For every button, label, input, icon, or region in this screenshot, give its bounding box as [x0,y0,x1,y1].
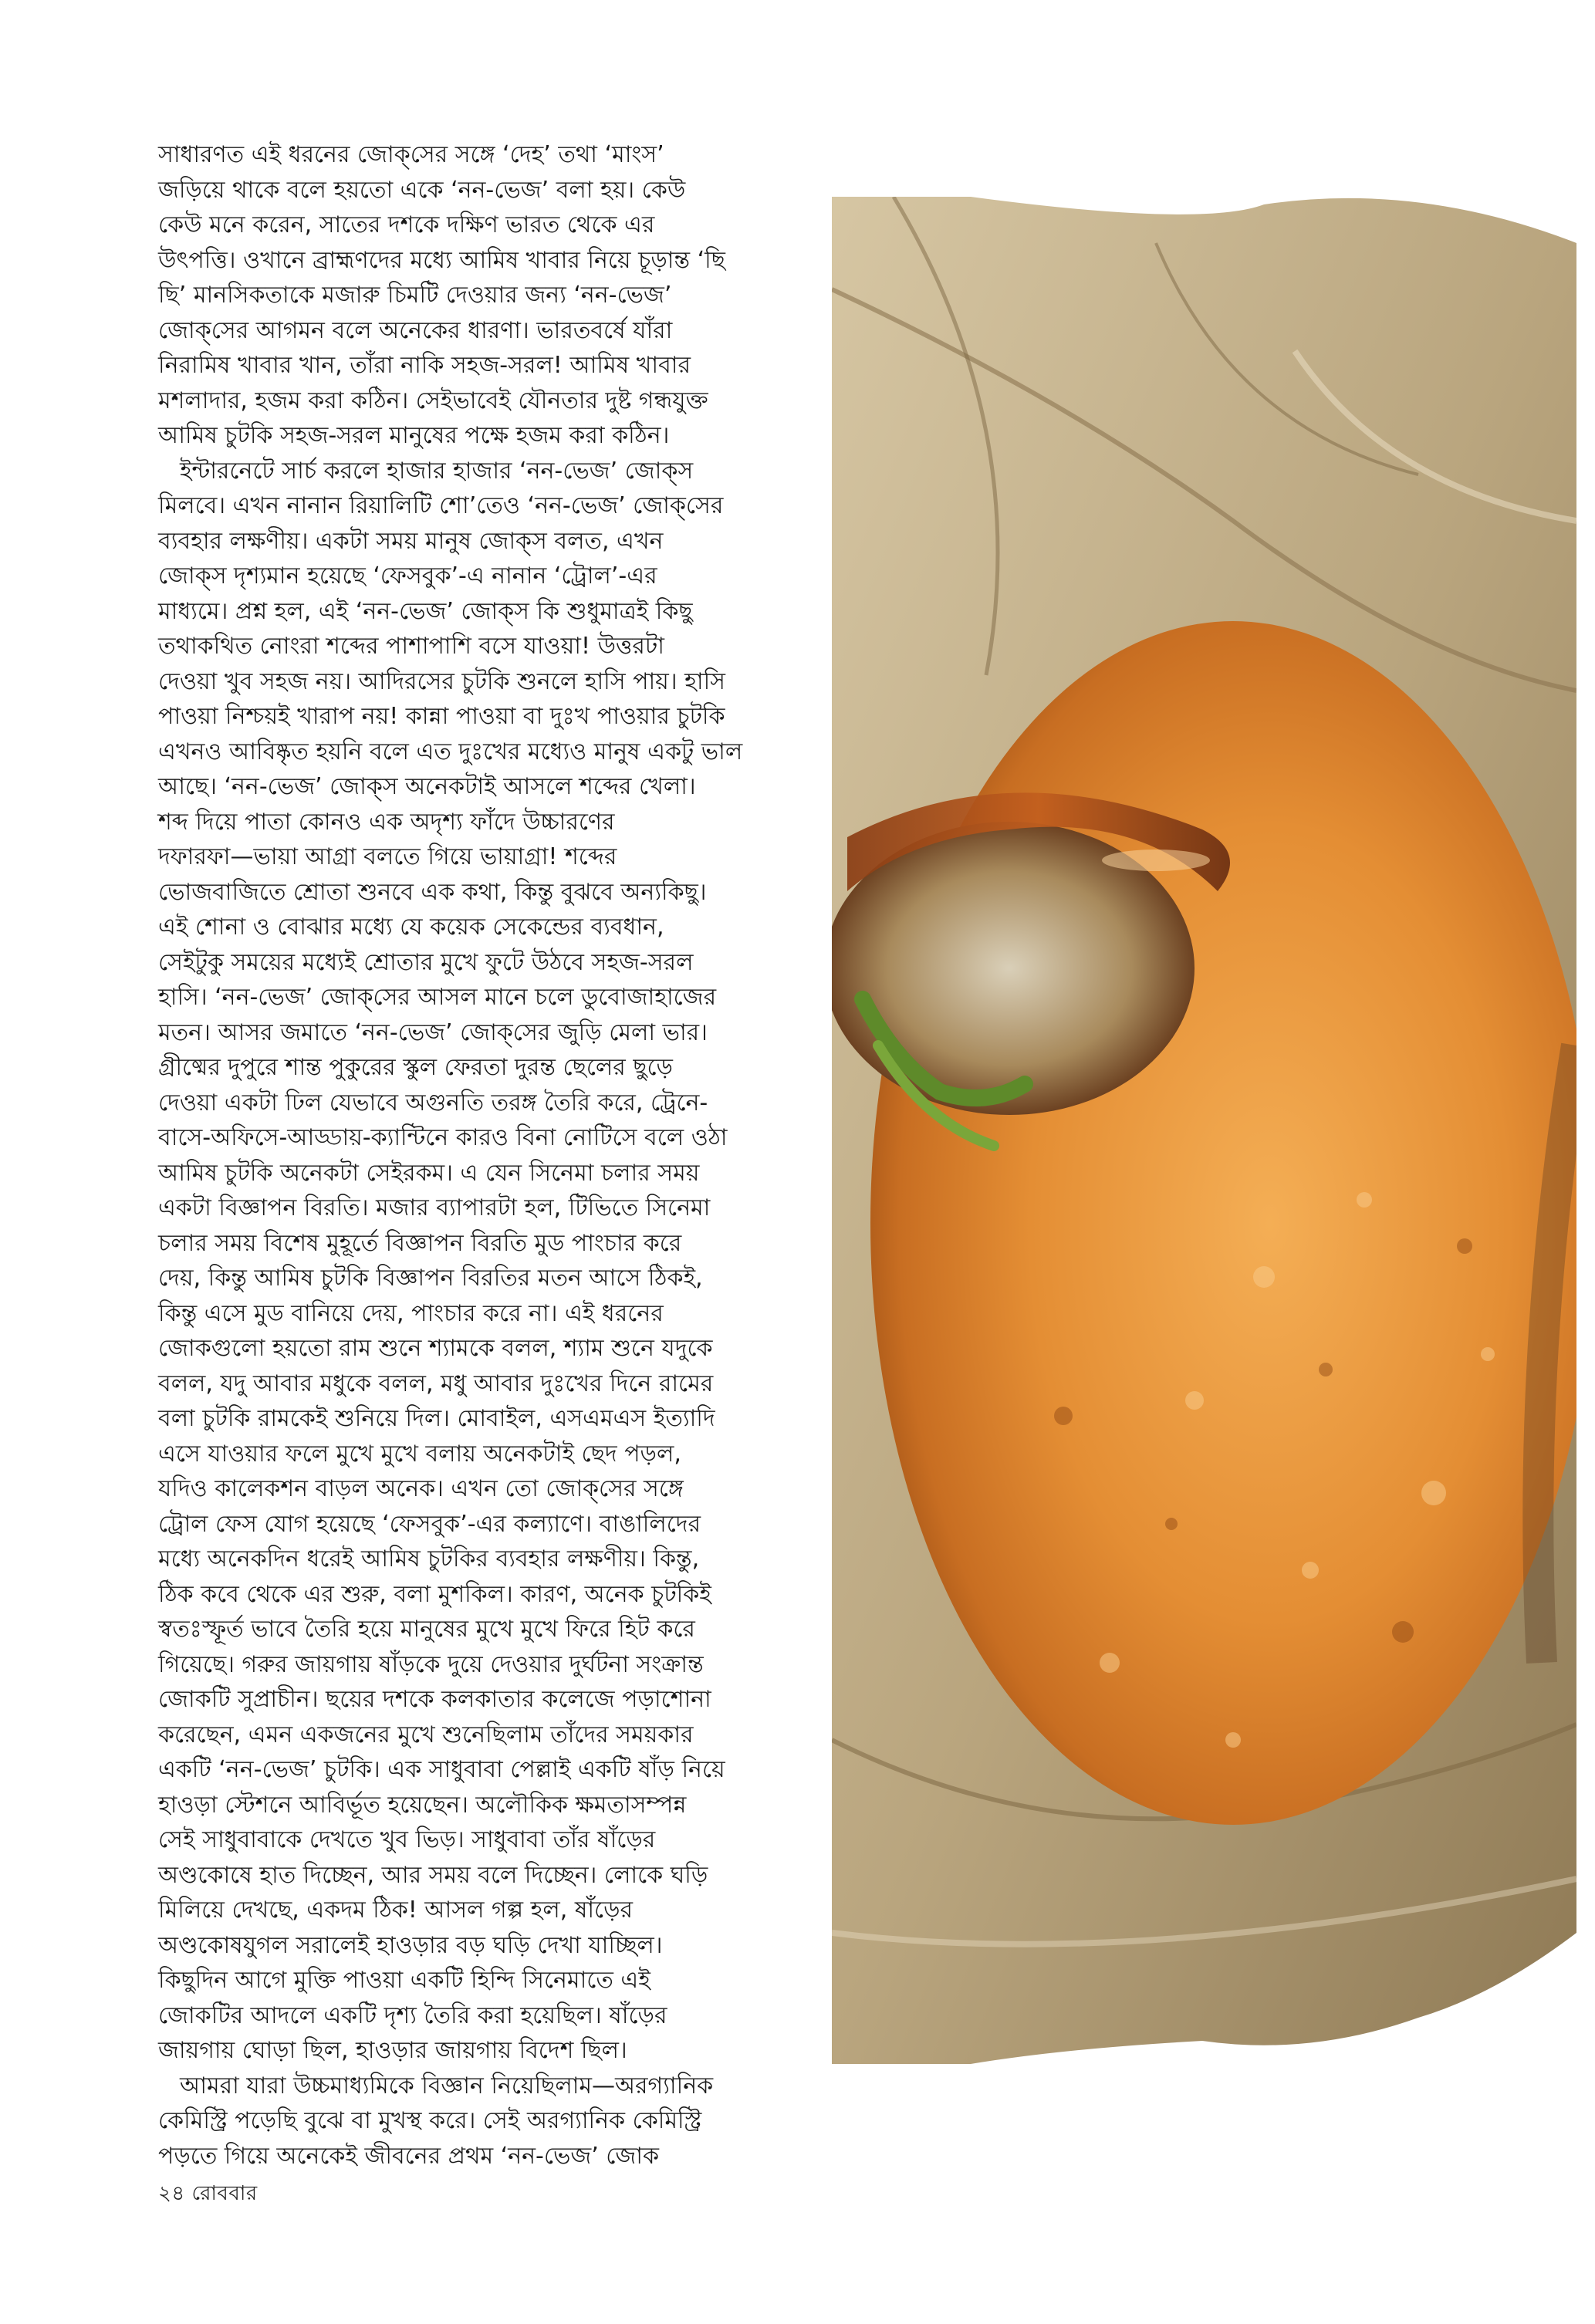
text-line: শব্দ দিয়ে পাতা কোনও এক অদৃশ্য ফাঁদে উচ্চারণের [158,808,615,836]
text-line: জোকটি সুপ্রাচীন। ছয়ের দশকে কলকাতার কলেজে পড়াশোনা [158,1686,711,1713]
text-line: আমিষ চুটকি অনেকটা সেইরকম। এ যেন সিনেমা চলার সময় [158,1159,700,1187]
text-line: ট্রোল ফেস যোগ হয়েছে ‘ফেসবুক’-এর কল্যাণে। বাঙালিদের [158,1510,701,1538]
text-line: একটা বিজ্ঞাপন বিরতি। মজার ব্যাপারটা হল, টিভিতে সিনেমা [158,1194,711,1221]
text-line: জোক্‌সের আগমন বলে অনেকের ধারণা। ভারতবর্ষে যাঁরা [158,316,673,344]
text-line: তথাকথিত নোংরা শব্দের পাশাপাশি বসে যাওয়া! উত্তরটা [158,633,664,660]
text-line: উৎপত্তি। ওখানে ব্রাহ্মণদের মধ্যে আমিষ খাবার নিয়ে চূড়ান্ত ‘ছি [158,246,725,274]
text-line: পাওয়া নিশ্চয়ই খারাপ নয়! কান্না পাওয়া বা দুঃখ পাওয়ার চুটকি [158,703,725,730]
text-line: কেউ মনে করেন, সাতের দশকে দক্ষিণ ভারত থেকে এর [158,211,655,238]
article-paragraph [158,2069,762,2174]
text-line: গ্রীষ্মের দুপুরে শান্ত পুকুরের স্কুল ফেরতা দুরন্ত ছেলের ছুড়ে [158,1054,673,1081]
text-line: মধ্যে অনেকদিন ধরেই আমিষ চুটকির ব্যবহার লক্ষণীয়। কিন্তু, [158,1545,700,1572]
text-line: দেওয়া খুব সহজ নয়। আদিরসের চুটকি শুনলে হাসি পায়। হাসি [158,667,725,695]
text-line: বাসে-অফিসে-আড্ডায়-ক্যান্টিনে কারও বিনা নোটিসে বলে ওঠা [158,1124,728,1151]
text-line: ভোজবাজিতে শ্রোতা শুনবে এক কথা, কিন্তু বুঝবে অন্যকিছু। [158,878,707,906]
text-line: মশলাদার, হজম করা কঠিন। সেইভাবেই যৌনতার দুষ্ট গন্ধযুক্ত [158,387,708,414]
text-line: নিরামিষ খাবার খান, তাঁরা নাকি সহজ-সরল! আমিষ খাবার [158,352,691,379]
text-line: ইন্টারনেটে সার্চ করলে হাজার হাজার ‘নন-ভেজ’ জোক্‌স [180,457,694,485]
text-line: অণ্ডকোষে হাত দিচ্ছেন, আর সময় বলে দিচ্ছেন। লোকে ঘড়ি [158,1861,708,1889]
text-line: হাসি। ‘নন-ভেজ’ জোক্‌সের আসল মানে চলে ডুবোজাহাজের [158,984,717,1011]
article-paragraph [158,454,762,2069]
text-line: মাধ্যমে। প্রশ্ন হল, এই ‘নন-ভেজ’ জোক্‌স কি শুধুমাত্রই কিছু [158,597,693,625]
page-folio: ২৪ রোববার [158,2182,258,2205]
text-line: জোকগুলো হয়তো রাম শুনে শ্যামকে বলল, শ্যাম শুনে যদুকে [158,1335,713,1362]
food-photo-illustration [832,197,1576,2064]
text-line: সেই সাধুবাবাকে দেখতে খুব ভিড়। সাধুবাবা তাঁর ষাঁড়ের [158,1826,656,1853]
text-line: ব্যবহার লক্ষণীয়। একটা সময় মানুষ জোক্‌স বলত, এখন [158,527,664,555]
article-paragraph [158,137,762,454]
article-body [158,137,762,2174]
text-line: কিছুদিন আগে মুক্তি পাওয়া একটি হিন্দি সিনেমাতে এই [158,1967,651,1994]
text-line: ঠিক কবে থেকে এর শুরু, বলা মুশকিল। কারণ, অনেক চুটকিই [158,1580,711,1608]
text-line: এসে যাওয়ার ফলে মুখে মুখে বলায় অনেকটাই ছেদ পড়ল, [158,1440,681,1468]
text-line: স্বতঃস্ফূর্ত ভাবে তৈরি হয়ে মানুষের মুখে মুখে ফিরে হিট করে [158,1616,695,1643]
text-line: যদিও কালেকশন বাড়ল অনেক। এখন তো জোক্‌সের সঙ্গে [158,1475,684,1502]
text-line: জায়গায় ঘোড়া ছিল, হাওড়ার জায়গায় বিদেশ ছিল। [158,2037,627,2064]
text-line: সেইটুকু সময়ের মধ্যেই শ্রোতার মুখে ফুটে উঠবে সহজ-সরল [158,948,694,976]
text-line: সাধারণত এই ধরনের জোক্‌সের সঙ্গে ‘দেহ’ তথা ‘মাংস’ [158,141,664,168]
text-line: জড়িয়ে থাকে বলে হয়তো একে ‘নন-ভেজ’ বলা হয়। কেউ [158,176,686,204]
text-line: মিলিয়ে দেখছে, একদম ঠিক! আসল গল্প হল, ষাঁড়ের [158,1897,634,1924]
text-line: অণ্ডকোষযুগল সরালেই হাওড়ার বড় ঘড়ি দেখা যাচ্ছিল। [158,1931,663,1959]
text-line: কেমিস্ট্রি পড়েছি বুঝে বা মুখস্থ করে। সেই অরগ্যানিক কেমিস্ট্রি [158,2107,702,2134]
text-line: পড়তে গিয়ে অনেকেই জীবনের প্রথম ‘নন-ভেজ’ জোক [158,2142,659,2170]
text-line: গিয়েছে। গরুর জায়গায় ষাঁড়কে দুয়ে দেওয়ার দুর্ঘটনা সংক্রান্ত [158,1650,704,1678]
text-line: আমরা যারা উচ্চমাধ্যমিকে বিজ্ঞান নিয়েছিলাম—অরগ্যানিক [180,2072,714,2099]
text-line: আমিষ চুটকি সহজ-সরল মানুষের পক্ষে হজম করা কঠিন। [158,422,670,449]
text-line: একটি ‘নন-ভেজ’ চুটকি। এক সাধুবাবা পেল্লাই একটি ষাঁড় নিয়ে [158,1756,725,1783]
text-line: আছে। ‘নন-ভেজ’ জোক্‌স অনেকটাই আসলে শব্দের খেলা। [158,773,696,800]
text-line: মিলবে। এখন নানান রিয়ালিটি শো’তেও ‘নন-ভেজ’ জোক্‌সের [158,492,724,519]
text-line: চলার সময় বিশেষ মুহূর্তে বিজ্ঞাপন বিরতি মুড পাংচার করে [158,1229,682,1257]
text-line: বলা চুটকি রামকেই শুনিয়ে দিল। মোবাইল, এসএমএস ইত্যাদি [158,1405,715,1432]
text-line: এখনও আবিষ্কৃত হয়নি বলে এত দুঃখের মধ্যেও মানুষ একটু ভাল [158,738,743,765]
text-line: হাওড়া স্টেশনে আবির্ভূত হয়েছেন। অলৌকিক ক্ষমতাসম্পন্ন [158,1791,687,1819]
text-line: কিন্তু এসে মুড বানিয়ে দেয়, পাংচার করে না। এই ধরনের [158,1299,664,1327]
text-line: বলল, যদু আবার মধুকে বলল, মধু আবার দুঃখের দিনে রামের [158,1370,714,1397]
text-line: দফারফা—ভায়া আগ্রা বলতে গিয়ে ভায়াগ্রা! শব্দের [158,843,617,870]
text-line: মতন। আসর জমাতে ‘নন-ভেজ’ জোক্‌সের জুড়ি মেলা ভার। [158,1018,708,1046]
text-line: করেছেন, এমন একজনের মুখে শুনেছিলাম তাঁদের সময়কার [158,1721,694,1748]
text-line: দেয়, কিন্তু আমিষ চুটকি বিজ্ঞাপন বিরতির মতন আসে ঠিকই, [158,1265,703,1292]
text-line: এই শোনা ও বোঝার মধ্যে যে কয়েক সেকেন্ডের ব্যবধান, [158,914,664,941]
food-photo [832,197,1576,2064]
text-line: দেওয়া একটা ঢিল যেভাবে অগুনতি তরঙ্গ তৈরি করে, ট্রেনে- [158,1089,708,1116]
text-line: ছি’ মানসিকতাকে মজারু চিমটি দেওয়ার জন্য ‘নন-ভেজ’ [158,282,672,309]
text-line: জোক্‌স দৃশ্যমান হয়েছে ‘ফেসবুক’-এ নানান ‘ট্রোল’-এর [158,562,657,589]
text-line: জোকটির আদলে একটি দৃশ্য তৈরি করা হয়েছিল। ষাঁড়ের [158,2001,667,2029]
